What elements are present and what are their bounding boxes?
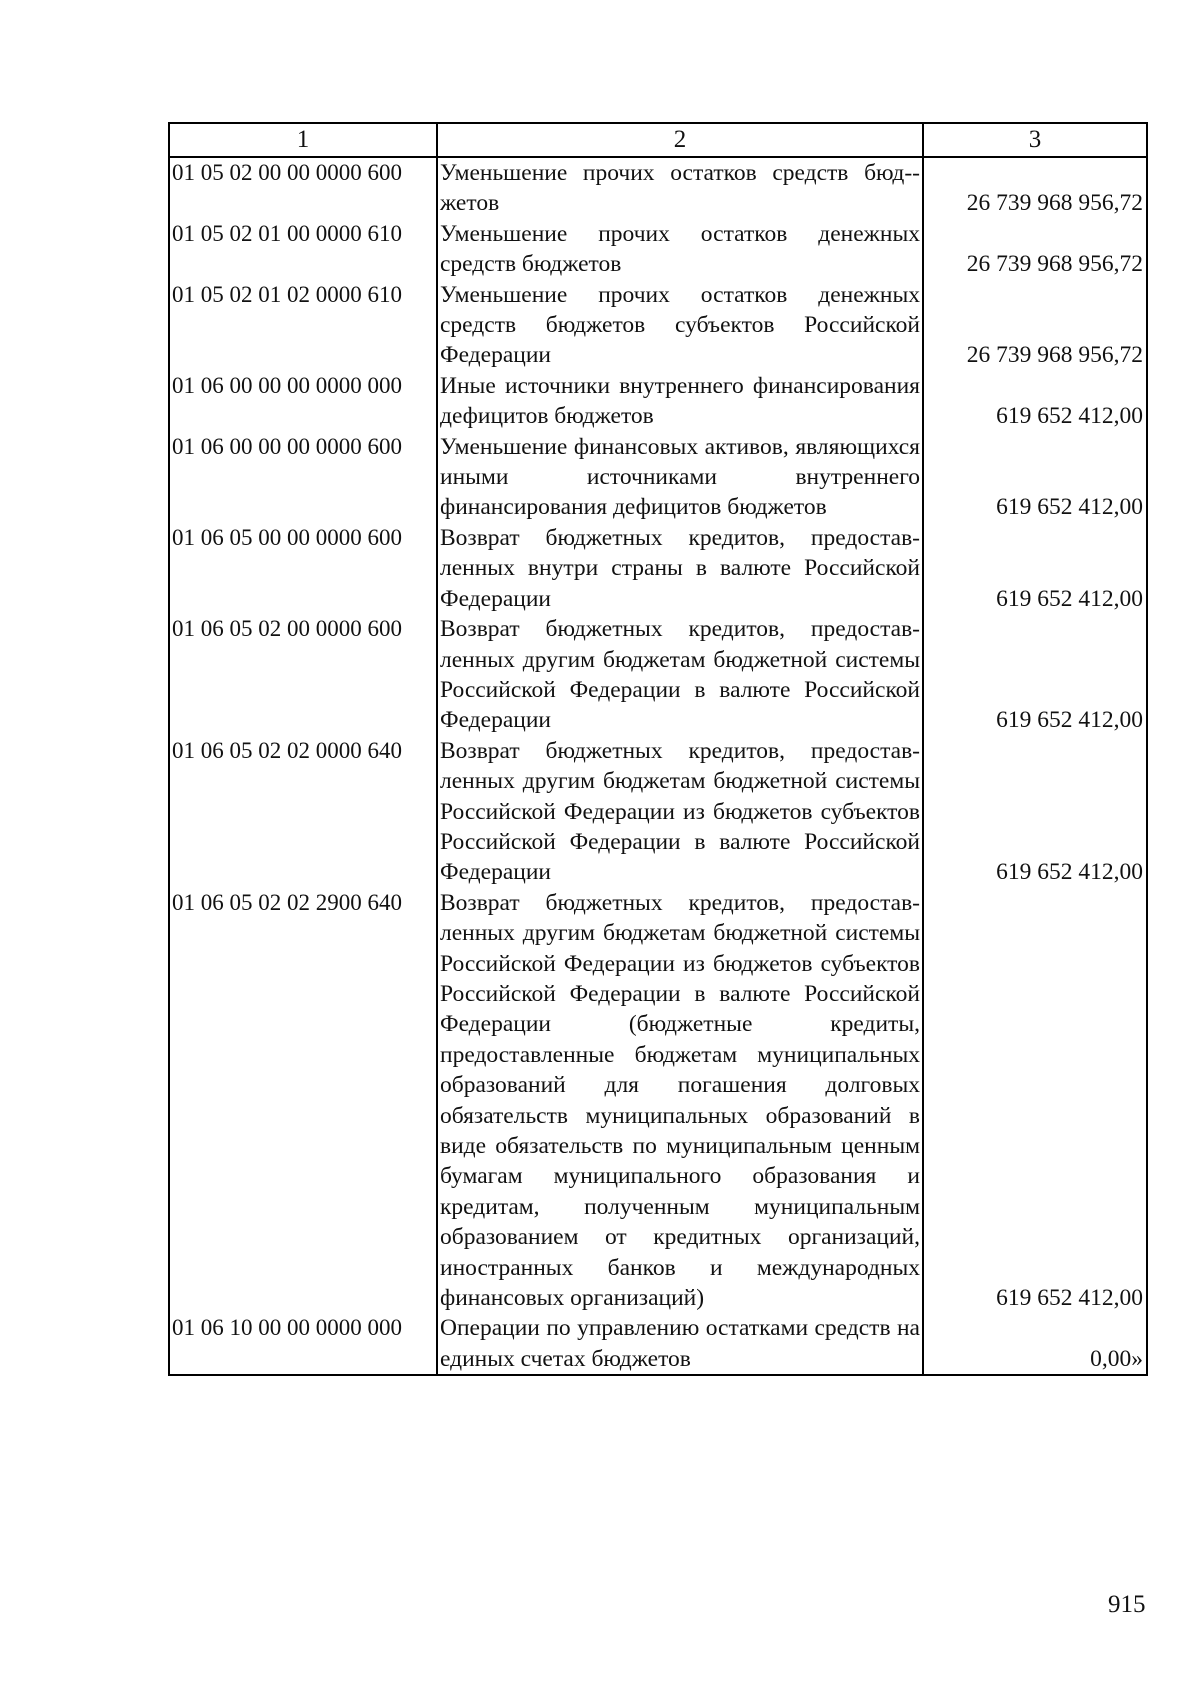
table-header <box>169 123 1147 157</box>
row-sum: 26 739 968 956,72 <box>923 280 1147 371</box>
row-description: Иные источники внутреннего финансирования дефицитов бюджетов <box>437 371 923 432</box>
row-sum: 26 739 968 956,72 <box>923 157 1147 219</box>
table-row <box>169 888 1147 1314</box>
row-code: 01 06 05 00 00 0000 600 <box>169 523 437 614</box>
header-sum-column: 3 <box>923 123 1147 157</box>
table-row <box>169 736 1147 888</box>
row-description: Уменьшение прочих остатков денежных средств бюджетов <box>437 219 923 280</box>
budget-sources-table <box>168 122 1148 1376</box>
row-sum: 619 652 412,00 <box>923 432 1147 523</box>
page-number: 915 <box>1108 1591 1146 1618</box>
row-description: Возврат бюджетных кредитов, предоставленных другим бюджетам бюджетной системы Российской Федерации в валюте Российской Федерации <box>437 614 923 736</box>
row-code: 01 06 10 00 00 0000 000 <box>169 1313 437 1375</box>
row-description: Уменьшение прочих остатков средств бюд-жетов <box>437 157 923 219</box>
table-body <box>169 157 1147 1375</box>
row-sum: 0,00» <box>923 1313 1147 1375</box>
table-row <box>169 219 1147 280</box>
row-sum: 26 739 968 956,72 <box>923 219 1147 280</box>
table-row <box>169 432 1147 523</box>
table-row <box>169 280 1147 371</box>
table-row <box>169 1313 1147 1375</box>
row-code: 01 06 00 00 00 0000 000 <box>169 371 437 432</box>
row-description: Операции по управлению остатками средств на единых счетах бюджетов <box>437 1313 923 1375</box>
row-description: Возврат бюджетных кредитов, предоставленных другим бюджетам бюджетной системы Российской Федерации из бюджетов субъектов Российской Федерации в валюте Российской Федерации <box>437 736 923 888</box>
table-row <box>169 523 1147 614</box>
row-code: 01 06 05 02 00 0000 600 <box>169 614 437 736</box>
row-description: Уменьшение финансовых активов, являющихся иными источниками внутреннего финансирования дефицитов бюджетов <box>437 432 923 523</box>
table-row <box>169 157 1147 219</box>
row-code: 01 06 05 02 02 0000 640 <box>169 736 437 888</box>
row-sum: 619 652 412,00 <box>923 888 1147 1314</box>
row-sum: 619 652 412,00 <box>923 523 1147 614</box>
header-code-column: 1 <box>169 123 437 157</box>
row-sum: 619 652 412,00 <box>923 614 1147 736</box>
header-description-column: 2 <box>437 123 923 157</box>
row-description: Возврат бюджетных кредитов, предоставленных внутри страны в валюте Российской Федерации <box>437 523 923 614</box>
row-sum: 619 652 412,00 <box>923 371 1147 432</box>
row-description: Уменьшение прочих остатков денежных средств бюджетов субъектов Российской Федерации <box>437 280 923 371</box>
row-code: 01 05 02 00 00 0000 600 <box>169 157 437 219</box>
table-row <box>169 614 1147 736</box>
row-sum: 619 652 412,00 <box>923 736 1147 888</box>
row-description: Возврат бюджетных кредитов, предоставленных другим бюджетам бюджетной системы Российской Федерации из бюджетов субъектов Российской Федерации в валюте Российской Федерации (бюджетные кредиты, предоставленные бюджетам муниципальных образований для погашения долговых обязательств муниципальных образований в виде обязательств по муниципальным ценным бумагам муниципального образования и кредитам, полученным муниципальным образованием от кредитных организаций, иностранных банков и международных финансовых организаций) <box>437 888 923 1314</box>
row-code: 01 05 02 01 00 0000 610 <box>169 219 437 280</box>
header-row <box>169 123 1147 157</box>
row-code: 01 05 02 01 02 0000 610 <box>169 280 437 371</box>
table-row <box>169 371 1147 432</box>
row-code: 01 06 00 00 00 0000 600 <box>169 432 437 523</box>
row-code: 01 06 05 02 02 2900 640 <box>169 888 437 1314</box>
